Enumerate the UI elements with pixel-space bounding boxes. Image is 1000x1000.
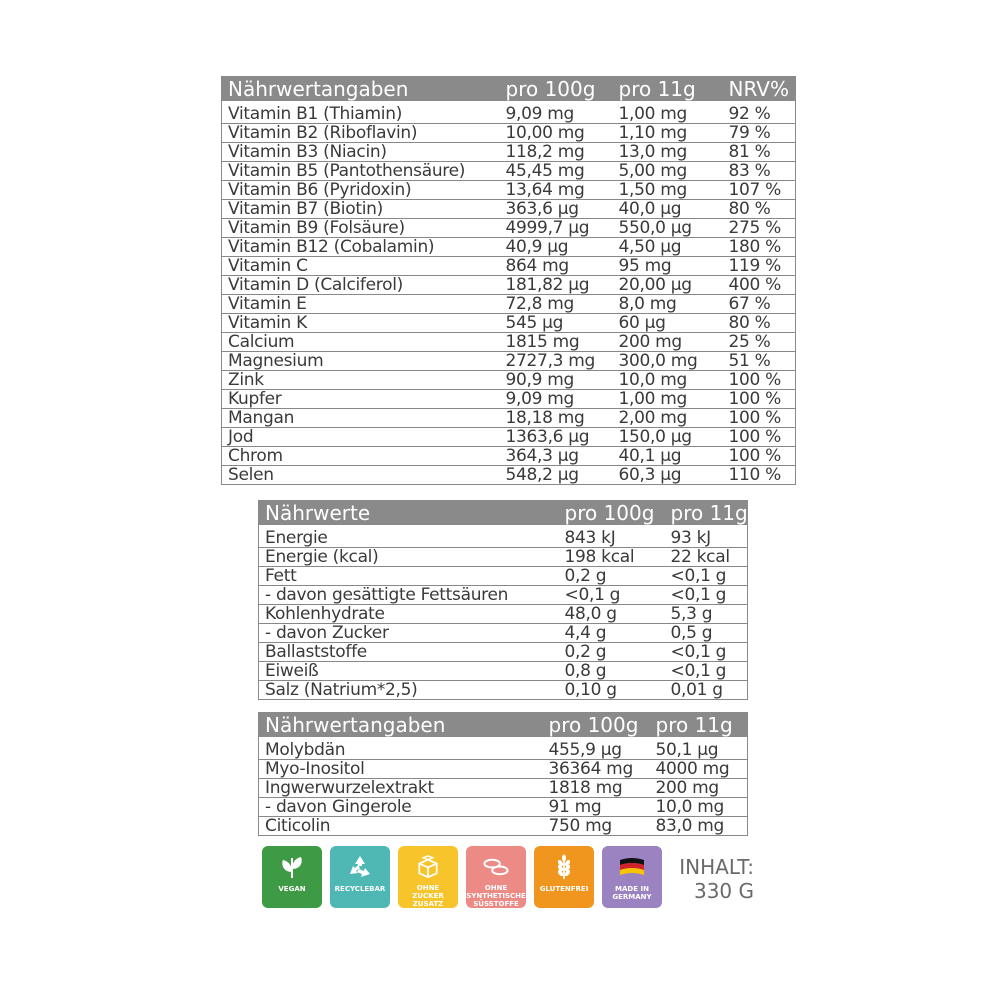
nutrient-value: 300,0 mg <box>613 352 723 371</box>
content-value: 330 G <box>693 879 754 903</box>
table-row <box>222 428 796 447</box>
nutrient-value: 18,18 mg <box>500 409 613 428</box>
nutrient-value: 118,2 mg <box>500 143 613 162</box>
wheat-icon <box>549 852 579 882</box>
nutrient-value: 1,10 mg <box>613 124 723 143</box>
nutrient-name: Ballaststoffe <box>259 643 559 662</box>
nutrient-value: <0,1 g <box>559 586 665 605</box>
nutrient-value: 275 % <box>723 219 796 238</box>
nutrient-name: Vitamin B9 (Folsäure) <box>222 219 500 238</box>
nutrient-value: <0,1 g <box>665 643 748 662</box>
nutrient-name: Selen <box>222 466 500 485</box>
nutrient-name: Eiweiß <box>259 662 559 681</box>
nutrient-value: 9,09 mg <box>500 390 613 409</box>
made-in-germany-badge <box>602 846 662 908</box>
nutrient-value: 548,2 µg <box>500 466 613 485</box>
nutrient-name: Citicolin <box>259 817 543 836</box>
sweetener-icon <box>481 852 511 881</box>
table-row <box>259 567 748 586</box>
nutrient-name: Jod <box>222 428 500 447</box>
table-row <box>222 352 796 371</box>
nutrient-value: 4,50 µg <box>613 238 723 257</box>
table-row <box>259 779 748 798</box>
badge-label: GLUTENFREI <box>539 885 589 893</box>
nutrient-value: 100 % <box>723 447 796 466</box>
nutrient-value: 545 µg <box>500 314 613 333</box>
nutrient-value: 20,00 µg <box>613 276 723 295</box>
nutrient-name: Vitamin B2 (Riboflavin) <box>222 124 500 143</box>
nutrient-value: 0,01 g <box>665 681 748 700</box>
nutrient-value: 1,50 mg <box>613 181 723 200</box>
nutrient-value: 83 % <box>723 162 796 181</box>
nutrient-value: 72,8 mg <box>500 295 613 314</box>
table-row <box>259 662 748 681</box>
table-row <box>259 760 748 779</box>
table-row <box>259 681 748 700</box>
nutrient-value: 5,3 g <box>665 605 748 624</box>
column-header: Nährwertangaben <box>259 713 543 738</box>
additional-ingredients-table <box>258 712 748 836</box>
nutrient-value: 0,5 g <box>665 624 748 643</box>
table-row <box>222 162 796 181</box>
table-row <box>222 200 796 219</box>
nutrient-value: 40,0 µg <box>613 200 723 219</box>
table-row <box>222 371 796 390</box>
nutrient-value: 119 % <box>723 257 796 276</box>
nutrient-value: 1,00 mg <box>613 101 723 124</box>
nutrient-name: Energie (kcal) <box>259 548 559 567</box>
nutrient-name: Vitamin K <box>222 314 500 333</box>
table-header-row <box>259 501 748 526</box>
badge-label: MADE IN GERMANY <box>612 885 652 901</box>
nutrient-value: 100 % <box>723 409 796 428</box>
nutrient-value: 110 % <box>723 466 796 485</box>
table-row <box>222 257 796 276</box>
nutrient-value: 92 % <box>723 101 796 124</box>
nutrient-value: 4999,7 µg <box>500 219 613 238</box>
vegan-badge <box>262 846 322 908</box>
column-header: NRV% <box>723 77 796 102</box>
table-row <box>222 143 796 162</box>
nutrient-name: Zink <box>222 371 500 390</box>
nutrient-value: 81 % <box>723 143 796 162</box>
content-label: INHALT: <box>679 855 754 879</box>
nutrient-value: 100 % <box>723 390 796 409</box>
nutrient-value: <0,1 g <box>665 586 748 605</box>
nutrient-value: 200 mg <box>650 779 748 798</box>
nutrient-value: 363,6 µg <box>500 200 613 219</box>
nutrient-value: 67 % <box>723 295 796 314</box>
table-row <box>222 181 796 200</box>
table-row <box>222 124 796 143</box>
nutrient-value: 150,0 µg <box>613 428 723 447</box>
nutrient-value: 22 kcal <box>665 548 748 567</box>
no-sweeteners-badge <box>466 846 526 908</box>
column-header: Nährwertangaben <box>222 77 500 102</box>
nutrient-name: Vitamin B3 (Niacin) <box>222 143 500 162</box>
nutrient-value: 79 % <box>723 124 796 143</box>
nutrient-name: Vitamin E <box>222 295 500 314</box>
nutrient-value: 45,45 mg <box>500 162 613 181</box>
table-header-row <box>222 77 796 102</box>
nutrient-value: 100 % <box>723 371 796 390</box>
column-header: pro 11g <box>613 77 723 102</box>
nutrient-value: 80 % <box>723 314 796 333</box>
nutrient-value: 5,00 mg <box>613 162 723 181</box>
badge-label: OHNE ZUCKER ZUSATZ <box>412 884 444 908</box>
nutrient-value: 0,10 g <box>559 681 665 700</box>
nutrient-name: Energie <box>259 525 559 548</box>
table-row <box>222 409 796 428</box>
nutrient-name: Fett <box>259 567 559 586</box>
table-row <box>222 314 796 333</box>
table-header-row <box>259 713 748 738</box>
nutrient-name: Myo-Inositol <box>259 760 543 779</box>
nutrient-value: 0,2 g <box>559 643 665 662</box>
badge-label: VEGAN <box>278 885 306 893</box>
nutrient-value: 550,0 µg <box>613 219 723 238</box>
nutrient-name: Kupfer <box>222 390 500 409</box>
nutrient-value: 864 mg <box>500 257 613 276</box>
nutrient-value: 750 mg <box>543 817 650 836</box>
nutrient-name: Kohlenhydrate <box>259 605 559 624</box>
table-row <box>222 276 796 295</box>
table-row <box>222 238 796 257</box>
nutrient-name: Molybdän <box>259 737 543 760</box>
nutrient-name: - davon Gingerole <box>259 798 543 817</box>
nutrient-value: 36364 mg <box>543 760 650 779</box>
nutrient-value: 0,8 g <box>559 662 665 681</box>
nutrient-name: Vitamin B12 (Cobalamin) <box>222 238 500 257</box>
nutrient-name: Vitamin C <box>222 257 500 276</box>
table-row <box>259 817 748 836</box>
nutrient-value: 100 % <box>723 428 796 447</box>
table-row <box>259 548 748 567</box>
nutrient-value: 13,64 mg <box>500 181 613 200</box>
nutrient-value: 1818 mg <box>543 779 650 798</box>
column-header: Nährwerte <box>259 501 559 526</box>
nutrient-value: 9,09 mg <box>500 101 613 124</box>
nutrient-value: 0,2 g <box>559 567 665 586</box>
nutrient-name: Chrom <box>222 447 500 466</box>
table-row <box>259 643 748 662</box>
nutrient-name: Vitamin B7 (Biotin) <box>222 200 500 219</box>
table-row <box>259 525 748 548</box>
nutrient-name: Mangan <box>222 409 500 428</box>
nutrient-name: Vitamin B1 (Thiamin) <box>222 101 500 124</box>
leaf-icon <box>277 852 307 882</box>
table-row <box>222 333 796 352</box>
nutrient-value: 2727,3 mg <box>500 352 613 371</box>
nutrient-value: 4000 mg <box>650 760 748 779</box>
column-header: pro 100g <box>559 501 665 526</box>
nutrient-value: 2,00 mg <box>613 409 723 428</box>
nutrient-value: 4,4 g <box>559 624 665 643</box>
nutrient-value: 48,0 g <box>559 605 665 624</box>
nutrient-name: - davon gesättigte Fettsäuren <box>259 586 559 605</box>
nutrient-value: 51 % <box>723 352 796 371</box>
table-row <box>259 605 748 624</box>
sugar-cube-icon <box>413 852 443 881</box>
nutrient-value: 40,9 µg <box>500 238 613 257</box>
table-row <box>259 586 748 605</box>
nutrient-value: <0,1 g <box>665 662 748 681</box>
nutrient-value: 50,1 µg <box>650 737 748 760</box>
nutrient-name: Vitamin B5 (Pantothensäure) <box>222 162 500 181</box>
nutrient-name: Magnesium <box>222 352 500 371</box>
nutrient-value: 843 kJ <box>559 525 665 548</box>
recycle-icon <box>345 852 375 882</box>
badge-row <box>262 846 662 908</box>
table-row <box>222 219 796 238</box>
nutrient-value: 400 % <box>723 276 796 295</box>
nutrient-value: 40,1 µg <box>613 447 723 466</box>
nutrient-value: 200 mg <box>613 333 723 352</box>
nutrient-value: 198 kcal <box>559 548 665 567</box>
nutrient-value: 10,00 mg <box>500 124 613 143</box>
table-row <box>222 390 796 409</box>
table-row <box>259 624 748 643</box>
no-added-sugar-badge <box>398 846 458 908</box>
gluten-free-badge <box>534 846 594 908</box>
table-row <box>259 737 748 760</box>
column-header: pro 100g <box>500 77 613 102</box>
nutrient-value: 93 kJ <box>665 525 748 548</box>
nutrient-value: 13,0 mg <box>613 143 723 162</box>
nutrient-name: - davon Zucker <box>259 624 559 643</box>
nutrient-value: 8,0 mg <box>613 295 723 314</box>
table-row <box>222 447 796 466</box>
nutrient-value: 91 mg <box>543 798 650 817</box>
nutrient-value: 60 µg <box>613 314 723 333</box>
table-row <box>259 798 748 817</box>
german-flag-icon <box>617 852 647 882</box>
nutrient-name: Vitamin B6 (Pyridoxin) <box>222 181 500 200</box>
nutrient-value: 80 % <box>723 200 796 219</box>
nutrient-value: 10,0 mg <box>650 798 748 817</box>
column-header: pro 11g <box>665 501 748 526</box>
vitamins-mineral-table <box>221 76 796 485</box>
nutrient-value: 83,0 mg <box>650 817 748 836</box>
nutrient-value: 25 % <box>723 333 796 352</box>
table-row <box>222 295 796 314</box>
nutrient-value: 364,3 µg <box>500 447 613 466</box>
nutrient-name: Vitamin D (Calciferol) <box>222 276 500 295</box>
badge-label: RECYCLEBAR <box>334 885 386 893</box>
nutrient-value: 60,3 µg <box>613 466 723 485</box>
column-header: pro 11g <box>650 713 748 738</box>
content-amount <box>664 855 754 903</box>
nutrient-value: 90,9 mg <box>500 371 613 390</box>
nutrient-value: 1363,6 µg <box>500 428 613 447</box>
badge-label: OHNE SYNTHETISCHE SÜSSTOFFE <box>466 884 526 908</box>
table-row <box>222 101 796 124</box>
nutrient-name: Salz (Natrium*2,5) <box>259 681 559 700</box>
nutrient-value: 1,00 mg <box>613 390 723 409</box>
nutrient-value: <0,1 g <box>665 567 748 586</box>
column-header: pro 100g <box>543 713 650 738</box>
nutrient-name: Ingwerwurzelextrakt <box>259 779 543 798</box>
nutrition-table <box>258 500 748 700</box>
nutrient-value: 181,82 µg <box>500 276 613 295</box>
nutrient-value: 1815 mg <box>500 333 613 352</box>
nutrient-value: 180 % <box>723 238 796 257</box>
nutrient-value: 95 mg <box>613 257 723 276</box>
recyclable-badge <box>330 846 390 908</box>
nutrient-name: Calcium <box>222 333 500 352</box>
nutrient-value: 10,0 mg <box>613 371 723 390</box>
table-row <box>222 466 796 485</box>
nutrient-value: 455,9 µg <box>543 737 650 760</box>
nutrient-value: 107 % <box>723 181 796 200</box>
